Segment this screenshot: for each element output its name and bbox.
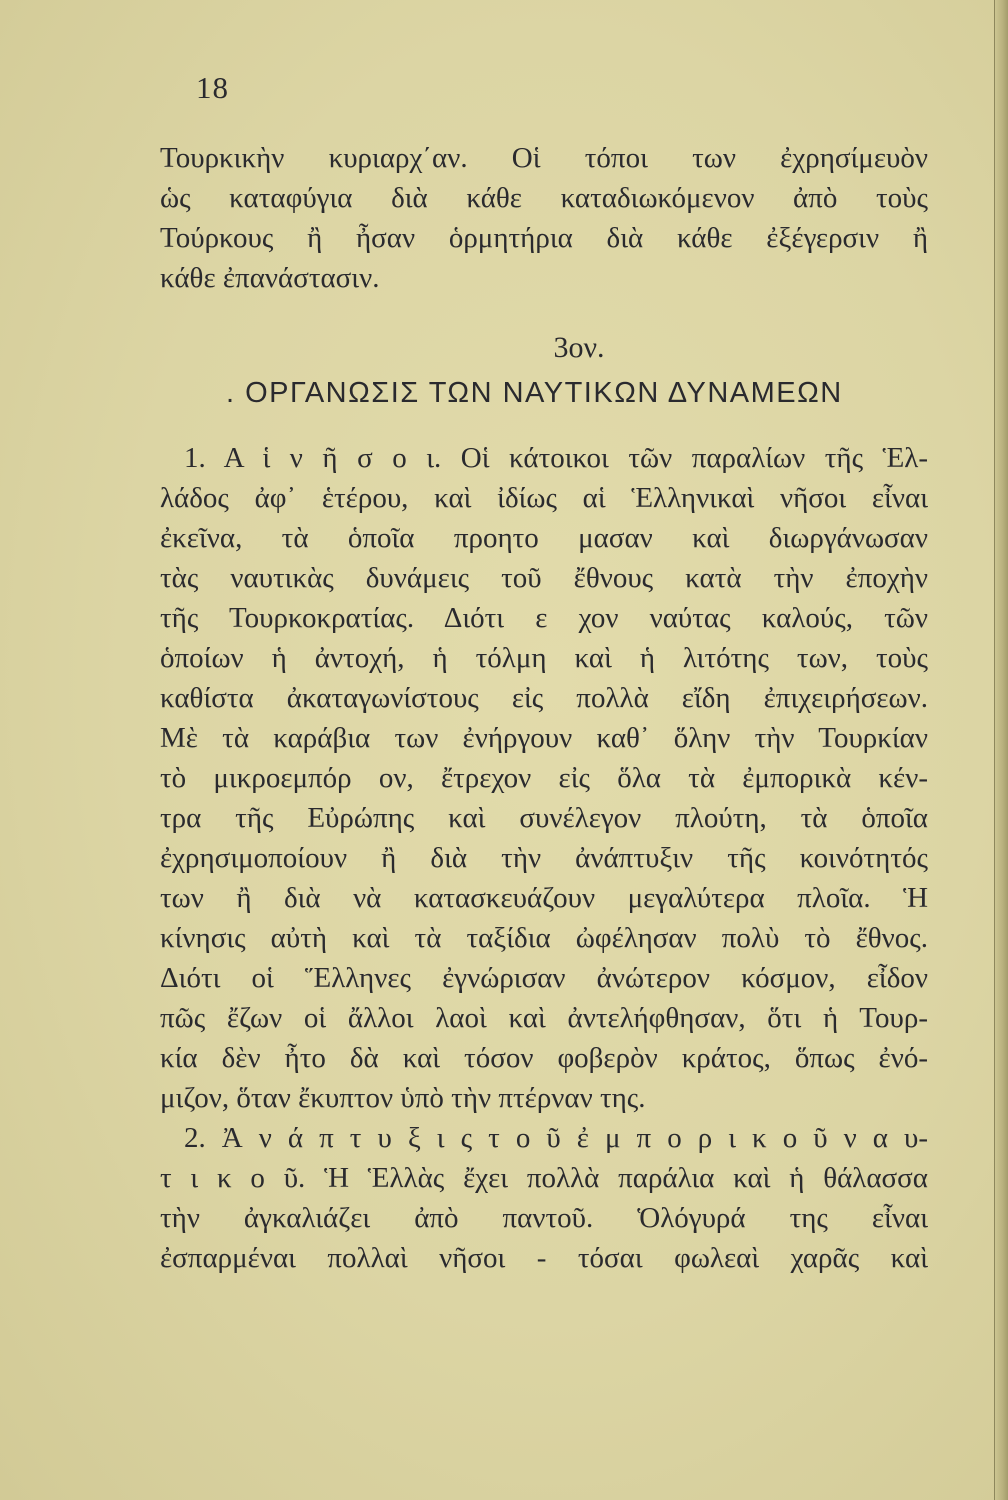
page-edge-line	[994, 0, 995, 1500]
text-line: λάδος ἀφ᾽ ἑτέρου, καὶ ἰδίως αἱ Ἑλληνικαὶ νῆσοι εἶναι	[160, 482, 928, 514]
paragraph-heading-line: 2. Ἀ ν ά π τ υ ξ ι ς τ ο ῦ ἐ μ π ο ρ ι κ ο ῦ ν α υ-	[184, 1122, 928, 1154]
text-line: καθίστα ἀκαταγωνίστους εἰς πολλὰ εἴδη ἐπιχειρήσεων.	[160, 682, 928, 714]
text-line: ἐσπαρμέναι πολλαὶ νῆσοι - τόσαι φωλεαὶ χαρᾶς καὶ	[160, 1242, 928, 1274]
section-title: . ΟΡΓΑΝΩΣΙΣ ΤΩΝ ΝΑΥΤΙΚΩΝ ΔΥΝΑΜΕΩΝ	[226, 377, 843, 409]
paragraph-2	[160, 1118, 928, 1278]
text-line: τὴν ἀγκαλιάζει ἀπὸ παντοῦ. Ὁλόγυρά της εἶναι	[160, 1202, 928, 1234]
text-line: ἐχρησιμοποίουν ἢ διὰ τὴν ἀνάπτυξιν τῆς κοινότητός	[160, 842, 928, 874]
text-line: τῆς Τουρκοκρατίας. Διότι ε χον ναύτας καλούς, τῶν	[160, 602, 928, 634]
page-number: 18	[196, 70, 229, 105]
text-line: Διότι οἱ Ἕλληνες ἐγνώρισαν ἀνώτερον κόσμον, εἶδον	[160, 962, 928, 994]
text-line: τὸ μικροεμπόρ ον, ἔτρεχον εἰς ὅλα τὰ ἐμπορικὰ κέν-	[160, 762, 928, 794]
text-line: κίνησις αὐτὴ καὶ τὰ ταξίδια ὠφέλησαν πολὺ τὸ ἔθνος.	[160, 922, 928, 954]
text-line: ὡς καταφύγια διὰ κάθε καταδιωκόμενον ἀπὸ τοὺς	[160, 182, 928, 214]
text-line: τ ι κ ο ῦ. Ἡ Ἑλλὰς ἔχει πολλὰ παράλια καὶ ἡ θάλασσα	[160, 1162, 928, 1194]
text-line: Τούρκους ἢ ἦσαν ὁρμητήρια διὰ κάθε ἐξέγερσιν ἢ	[160, 222, 928, 254]
text-line: τὰς ναυτικὰς δυνάμεις τοῦ ἔθνους κατὰ τὴν ἐποχὴν	[160, 562, 928, 594]
text-line: ἐκεῖνα, τὰ ὁποῖα προητο μασαν καὶ διωργάνωσαν	[160, 522, 928, 554]
page-edge	[994, 0, 1008, 1500]
paragraph-1	[160, 438, 928, 1118]
text-line: των ἢ διὰ νὰ κατασκευάζουν μεγαλύτερα πλοῖα. Ἡ	[160, 882, 928, 914]
paragraph-intro	[160, 138, 928, 298]
text-line: τρα τῆς Εὐρώπης καὶ συνέλεγον πλούτη, τὰ ὁποῖα	[160, 802, 928, 834]
text-line: ὁποίων ἡ ἀντοχή, ἡ τόλμη καὶ ἡ λιτότης των, τοὺς	[160, 642, 928, 674]
section-number: 3ον.	[553, 331, 605, 364]
text-line: κάθε ἐπανάστασιν.	[160, 262, 380, 294]
text-line: Μὲ τὰ καράβια των ἐνήργουν καθ᾽ ὅλην τὴν Τουρκίαν	[160, 722, 928, 754]
text-line: Τουρκικὴν κυριαρχ΄αν. Οἱ τόποι των ἐχρησίμευὸν	[160, 142, 928, 174]
text-line: κία δὲν ἦτο δὰ καὶ τόσον φοβερὸν κράτος, ὅπως ἐνό-	[160, 1042, 928, 1074]
paragraph-heading-line: 1. Α ἱ ν ῆ σ ο ι. Οἱ κάτοικοι τῶν παραλίων τῆς Ἑλ-	[184, 442, 928, 474]
body-text	[160, 138, 928, 1278]
text-line: πῶς ἔζων οἱ ἄλλοι λαοὶ καὶ ἀντελήφθησαν, ὅτι ἡ Τουρ-	[160, 1002, 928, 1034]
text-line: μιζον, ὅταν ἔκυπτον ὑπὸ τὴν πτέρναν της.	[160, 1082, 646, 1114]
